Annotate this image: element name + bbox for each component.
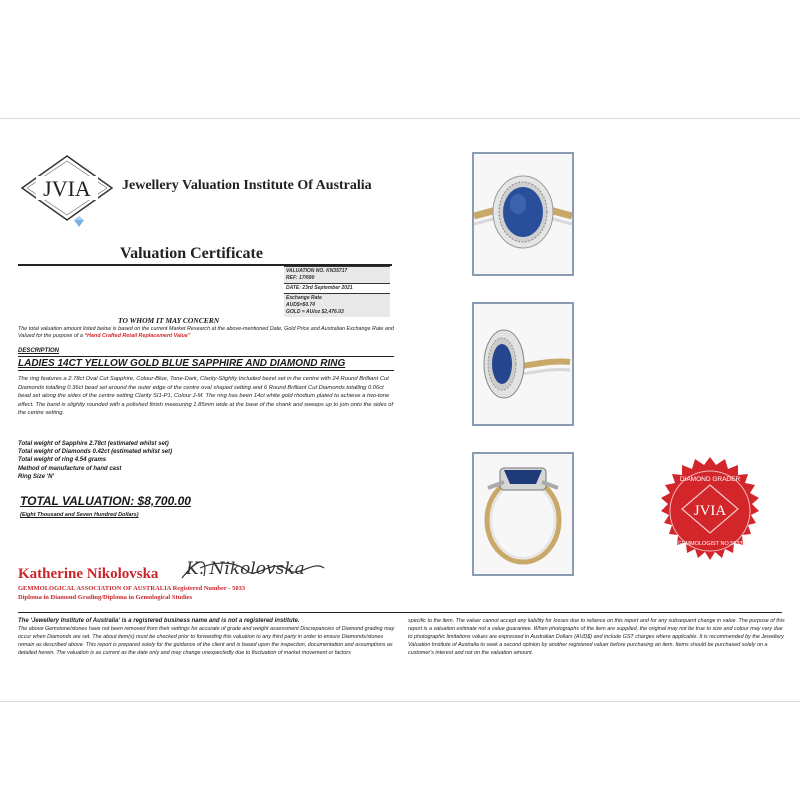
disclaimer-left xyxy=(18,617,396,657)
total-in-words: (Eight Thousand and Seven Hundred Dollars) xyxy=(20,512,139,518)
reference: REF: 17/690 xyxy=(286,275,315,281)
logo-text: JVIA xyxy=(43,176,91,201)
salutation: TO WHOM IT MAY CONCERN xyxy=(118,316,220,325)
diploma: Diploma in Diamond Grading/Diploma in Gemological Studies xyxy=(18,594,193,601)
item-title: LADIES 14CT YELLOW GOLD BLUE SAPPHIRE AND DIAMOND RING xyxy=(18,356,394,371)
diamond-icon xyxy=(74,220,84,227)
valuation-ref-block xyxy=(284,266,390,283)
institute-name: Jewellery Valuation Institute Of Australia xyxy=(122,178,372,193)
ring-photo-shank xyxy=(472,452,574,576)
disclaimer-heading: The ‘Jewellery Institute of Australia’ is a registered business name and is not a registered institute. xyxy=(18,618,300,624)
exchange-block xyxy=(284,293,390,317)
exchange-rate: AUD$=$0.74 xyxy=(286,302,316,308)
ring-photo-top xyxy=(472,152,574,276)
ring-photo-side xyxy=(472,302,574,426)
diamond-weight: Total weight of Diamonds 0.42ct (estimated whilst set) xyxy=(18,449,173,456)
valuation-number: VALUATION NO. KN35717 xyxy=(286,268,348,274)
item-description: The ring features a 2.78ct Oval Cut Sapphire, Colour-Blue, Tone-Dark, Clarity-Slightly Included bezel set in the centre with 24 Round Brilliant Cut Diamonds totalling 0.36ct bead set around the outer edge of the centre oval shaped setting and 6 Round Brilliant Cut Diamonds totalling 0.06ct bead set along the sides of the centre setting Clarity SI1-P1, Colour J-M. The ring has been 14ct white gold rhodium plated to achieve a two-tone effect. The band is slightly rounded with a polished finish measuring 1.85mm wide at the base of the shank and sweeps up to join onto the sides of the centre setting. xyxy=(18,376,394,417)
valuation-purpose: “Hand Crafted Retail Replacement Value” xyxy=(84,333,191,340)
valuation-date: DATE: 23rd September 2021 xyxy=(286,285,353,291)
description-label: DESCRIPTION xyxy=(18,348,60,354)
valuation-meta xyxy=(284,266,390,317)
manufacture-method: Method of manufacture of hand cast xyxy=(18,465,122,472)
seal-center-text: JVIA xyxy=(693,503,727,519)
total-valuation: TOTAL VALUATION: $8,700.00 xyxy=(20,494,191,508)
ring-weight: Total weight of ring 4.54 grams xyxy=(18,457,107,464)
intro-text xyxy=(18,326,398,341)
intro-body: The total valuation amount listed below is based on the current Market Research at the above-mentioned Date, Gold Price and Australian Exchange Rate and Valued for the purpose of a xyxy=(18,326,394,340)
certificate-title: Valuation Certificate xyxy=(120,245,263,262)
disclaimer-right: specific to the item. The valuer cannot accept any liability for losses due to reliance on this report and for any subsequent change in value. The purpose of this report is a valuation estimate not a value guarantee. When photographs of the item are supplied, the original may not be true to size and colour may vary due to photographic limitations values are expressed in Australian Dollars (AUD$) and include GST charges where applicable. It is recommended by the Jewellery Valuation Institute of Australia to seek a second opinion by another registered valuer before purchasing an item. Items should be purchased solely on a customer's interest and not on the valuation amount. xyxy=(408,618,785,656)
disclaimer-left-body: The above Gemstone/stones have not been removed from their settings for accurate of grade and weight assessment Discrepancies of Diamond grading may occur when Diamonds are set. The about item(s) must be checked prior to forwarding this valuation to any third party in order to ensure Diamonds/stones remain as described above. This report is prepared solely for the guidance of the client and is based upon the inspection, documentation and assumptions as detailed herein. The valuation is as current as the date only and may change unexpectedly due to fluctuation of market movement or factors xyxy=(18,626,395,656)
grader-seal xyxy=(646,455,774,583)
date-block xyxy=(284,283,390,293)
seal-bottom-text: GEMMOLOGIST NO.5033 xyxy=(677,541,743,547)
sapphire-weight: Total weight of Sapphire 2.78ct (estimated whilst set) xyxy=(18,441,169,447)
disclaimer-divider xyxy=(18,612,782,613)
signature-text: K. Nikolovska xyxy=(186,559,305,579)
signature-image xyxy=(178,548,328,588)
exchange-label: Exchange Rate xyxy=(286,295,322,301)
gold-rate: GOLD = AU/oz $2,476.03 xyxy=(286,309,344,315)
seal-top-text: DIAMOND GRADER xyxy=(679,476,741,483)
ring-size: Ring Size 'N' xyxy=(18,473,54,480)
jvia-logo xyxy=(18,152,116,232)
association: GEMMOLOGICAL ASSOCIATION OF AUSTRALIA Registered Number - 5033 xyxy=(18,585,246,592)
signatory-credentials xyxy=(18,584,245,602)
weights-list xyxy=(18,440,172,481)
signatory-name: Katherine Nikolovska xyxy=(18,566,159,582)
